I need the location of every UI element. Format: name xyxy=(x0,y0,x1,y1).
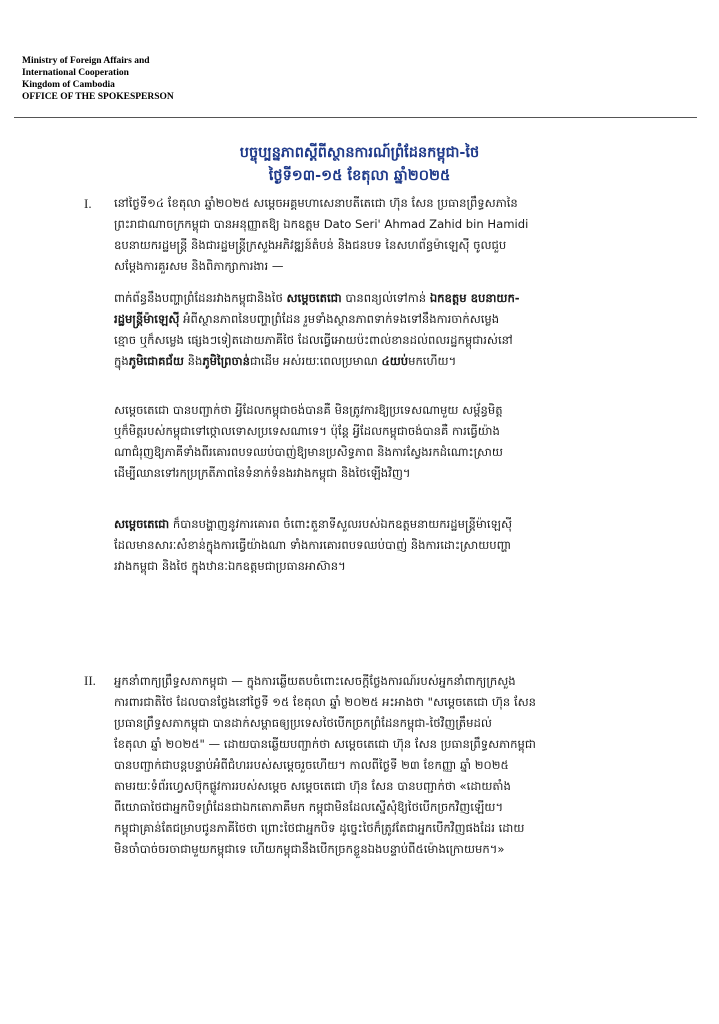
letterhead-cooperation: International Cooperation xyxy=(22,68,129,78)
text-line xyxy=(114,351,692,372)
bold-run: សម្តេចតេជោ xyxy=(286,291,342,305)
text-line: ព្រះរាជាណាចក្រកម្ពុជា បានអនុញ្ញាតឱ្យ ឯកឧត្តម Dato Seri' Ahmad Zahid bin Hamidi xyxy=(114,217,529,231)
text-line: ខ្មោច ឬក៏សម្លេង ផ្សេងៗទៀតដោយភាគីថៃ ដែលធ្វើអោយប៉ះពាល់ខានដល់ពលរដ្ឋកម្ពុជារស់នៅ xyxy=(114,333,513,347)
bold-run: ៤យប់ xyxy=(381,354,409,368)
bold-run: ឯកឧត្តម ឧបនាយក- xyxy=(429,291,520,305)
letterhead-office: OFFICE OF THE SPOKESPERSON xyxy=(22,92,174,102)
text-run: មកហើយ។ xyxy=(408,354,457,368)
document-title xyxy=(0,142,719,188)
bold-run: រដ្ឋមន្ត្រីម៉ាឡេស៊ី xyxy=(114,312,180,326)
title-line-2: ថ្ងៃទី១៣-១៥ ខែតុលា ឆ្នាំ២០២៥ xyxy=(268,168,451,184)
text-line: សម្តែងការគួរសម និងពិភាក្សាការងារ — xyxy=(114,259,284,273)
text-line xyxy=(114,309,692,330)
text-line: ដែលមានសារៈសំខាន់ក្នុងការធ្វើយ៉ាងណា ទាំងការគោរពបទឈប់បាញ់ និងការដោះស្រាយបញ្ហា xyxy=(114,538,512,552)
text-run: ពាក់ព័ន្ធនឹងបញ្ហាព្រំដែនរវាងកម្ពុជានិងថៃ xyxy=(114,291,287,305)
bold-run: សម្តេចតេជោ xyxy=(114,517,170,531)
section-2-paragraph xyxy=(114,671,692,860)
text-line: ឧបនាយករដ្ឋមន្ត្រី និងជារដ្ឋមន្ត្រីក្រសួងអភិវឌ្ឍន៍តំបន់ និងជនបទ នៃសហព័ន្ធម៉ាឡេស៊ី ចូលជួប xyxy=(114,238,507,252)
text-line: រវាងកម្ពុជា និងថៃ ក្នុងឋានៈឯកឧត្តមជាប្រធានអាស៊ាន។ xyxy=(114,559,346,573)
text-line: ពីយោធាថៃជាអ្នកបិទព្រំដែនជាឯកតោភាគីមក កម្ពុជាមិនដែលស្នើសុំឱ្យថៃបើកច្រកវិញឡើយ។ xyxy=(114,800,504,814)
section-1-paragraph-3 xyxy=(114,400,692,484)
text-line: ដើម្បីឈានទៅរកប្រក្រតីភាពនៃទំនាក់ទំនងរវាងកម្ពុជា និងថៃឡើងវិញ។ xyxy=(114,466,411,480)
text-line: នៅថ្ងៃទី១៤ ខែតុលា ឆ្នាំ២០២៥ សម្តេចអគ្គមហាសេនាបតីតេជោ ហ៊ុន សែន ប្រធានព្រឹទ្ធសភានៃ xyxy=(114,196,518,210)
text-line: ការពារជាតិថៃ ដែលបានថ្លែងនៅថ្ងៃទី ១៥ ខែតុលា ឆ្នាំ ២០២៥ អះអាងថា "សម្តេចតេជោ ហ៊ុន សែន xyxy=(114,695,537,709)
text-run: ក្នុង xyxy=(114,354,129,368)
text-line: តាមរយៈទំព័រហ្វេសប៊ុកផ្លូវការរបស់សម្តេច សម្តេចតេជោ ហ៊ុន សែន បានបញ្ជាក់ថា «ដោយតាំង xyxy=(114,779,511,793)
text-line: ខែតុលា ឆ្នាំ ២០២៥" — ដោយបានឆ្លើយបញ្ជាក់ថា សម្តេចតេជោ ហ៊ុន សែន ប្រធានព្រឹទ្ធសភាកម្ពុជា xyxy=(114,737,536,751)
text-line: អ្នកនាំពាក្យព្រឹទ្ធសភាកម្ពុជា — ក្នុងការឆ្លើយតបចំពោះសេចក្តីថ្លែងការណ៍របស់អ្នកនាំពាក្យក្រសួង xyxy=(114,674,516,688)
header-divider xyxy=(14,117,697,118)
section-marker-2: II. xyxy=(84,673,96,688)
text-line xyxy=(114,514,692,535)
title-line-1: បច្ចុប្បន្នភាពស្តីពីស្ថានការណ៍ព្រំដែនកម្ពុជា-ថៃ xyxy=(239,145,480,161)
bold-run: ភូមិជោគជ័យ xyxy=(128,354,184,368)
letterhead xyxy=(22,55,174,103)
text-line xyxy=(114,288,692,309)
text-run: និង xyxy=(183,354,203,368)
section-1-paragraph-2 xyxy=(114,288,692,372)
text-line: មិនចាំបាច់ចរចាជាមួយកម្ពុជាទេ ហើយកម្ពុជានឹងបើកច្រកខ្លួនឯងបន្ទាប់ពី៥ម៉ោងក្រោយមក។» xyxy=(114,842,505,856)
text-run: ក៏បានបង្ហាញនូវការគោរព ចំពោះតួនាទីសួលរបស់ឯកឧត្តមនាយករដ្ឋមន្ត្រីម៉ាឡេស៊ី xyxy=(169,517,513,531)
text-line: ណាជំរុញឱ្យភាគីទាំងពីរគោរពបទឈប់បាញ់ឱ្យមានប្រសិទ្ធភាព និងការស្វែងរកដំណោះស្រាយ xyxy=(114,445,503,459)
letterhead-kingdom: Kingdom of Cambodia xyxy=(22,80,115,90)
bold-run: ភូមិព្រៃចាន់ xyxy=(202,354,250,368)
letterhead-ministry: Ministry of Foreign Affairs and xyxy=(22,56,150,66)
text-line: កម្ពុជាគ្រាន់តែជម្រាបជូនភាគីថៃថា ព្រោះថៃជាអ្នកបិទ ដូច្នេះថៃក៏ត្រូវតែជាអ្នកបើកវិញផងដែរ ដោយ xyxy=(114,821,525,835)
text-run: អំពីស្ថានភាពនៃបញ្ហាព្រំដែន រួមទាំងស្ថានភាពទាក់ទងទៅនឹងការចាក់សម្លេង xyxy=(179,312,500,326)
section-1-paragraph-1 xyxy=(114,193,692,277)
text-line: ឬក៏មិត្តរបស់កម្ពុជាទៅថ្កោលទោសប្រទេសណាទេ។ ប៉ុន្តែ អ្វីដែលកម្ពុជាចង់បានគឺ ការធ្វើយ៉ាង xyxy=(114,424,500,438)
text-run: ជាដើម អស់រយៈពេលប្រមាណ xyxy=(249,354,382,368)
section-marker-1: I. xyxy=(84,196,92,211)
text-line: សម្តេចតេជោ បានបញ្ជាក់ថា អ្វីដែលកម្ពុជាចង់បានគឺ មិនត្រូវការឱ្យប្រទេសណាមួយ សម្ព័ន្ធមិត្ត xyxy=(114,403,503,417)
text-run: បានពន្យល់ទៅកាន់ xyxy=(341,291,430,305)
text-line: ប្រធានព្រឹទ្ធសភាកម្ពុជា បានដាក់សម្ពាធឲ្យប្រទេសថៃបើកច្រកព្រំដែនកម្ពុជា-ថៃវិញត្រឹមដល់ xyxy=(114,716,492,730)
section-1-paragraph-4 xyxy=(114,514,692,577)
text-line: បានបញ្ជាក់ជាបន្តបន្ទាប់អំពីជំហររបស់សម្តេចរួចហើយ។ កាលពីថ្ងៃទី ២៣ ខែកញ្ញា ឆ្នាំ ២០២៥ xyxy=(114,758,509,772)
